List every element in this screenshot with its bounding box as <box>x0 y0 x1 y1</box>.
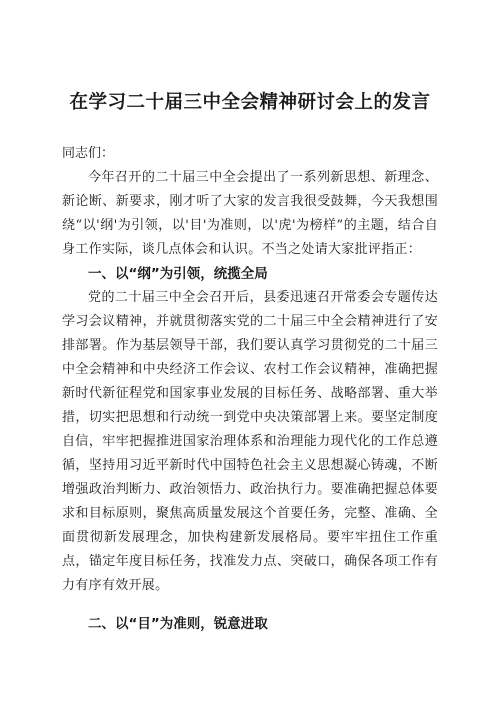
greeting: 同志们： <box>62 146 115 162</box>
intro-paragraph: 今年召开的二十届三中全会提出了一系列新思想、新理念、新论断、新要求，刚才听了大家的发言我很受鼓舞，今天我想围绕“以'纲'为引领，以'目'为准则，以'虎'为榜样”的主题，结合自身工作实际，谈几点体会和认识。不当之处请大家批评指正： <box>62 170 438 258</box>
document-title: 在学习二十届三中全会精神研讨会上的发言 <box>69 92 431 113</box>
section-heading-1: 一、以“纲”为引领，统揽全局 <box>88 266 268 283</box>
section-heading-2: 二、以“目”为准则，锐意进取 <box>88 616 268 633</box>
section-1-paragraph: 党的二十届三中全会召开后，县委迅速召开常委会专题传达学习会议精神，并就贯彻落实党的二十届三中全会精神进行了安排部署。作为基层领导干部，我们要认真学习贯彻党的二十届三中全会精神和中央经济工作会议、农村工作会议精神，准确把握新时代新征程党和国家事业发展的目标任务、战略部署、重大举措，切实把思想和行动统一到党中央决策部署上来。要坚定制度自信，牢牢把握推进国家治理体系和治理能力现代化的工作总遵循，坚持用习近平新时代中国特色社会主义思想凝心铸魂，不断增强政治判断力、政治领悟力、政治执行力。要准确把握总体要求和目标原则，聚焦高质量发展这个首要任务，完整、准确、全面贯彻新发展理念，加快构建新发展格局。要牢牢扭住工作重点，锚定年度目标任务，找准发力点、突破口，确保各项工作有力有序有效开展。 <box>62 290 438 594</box>
